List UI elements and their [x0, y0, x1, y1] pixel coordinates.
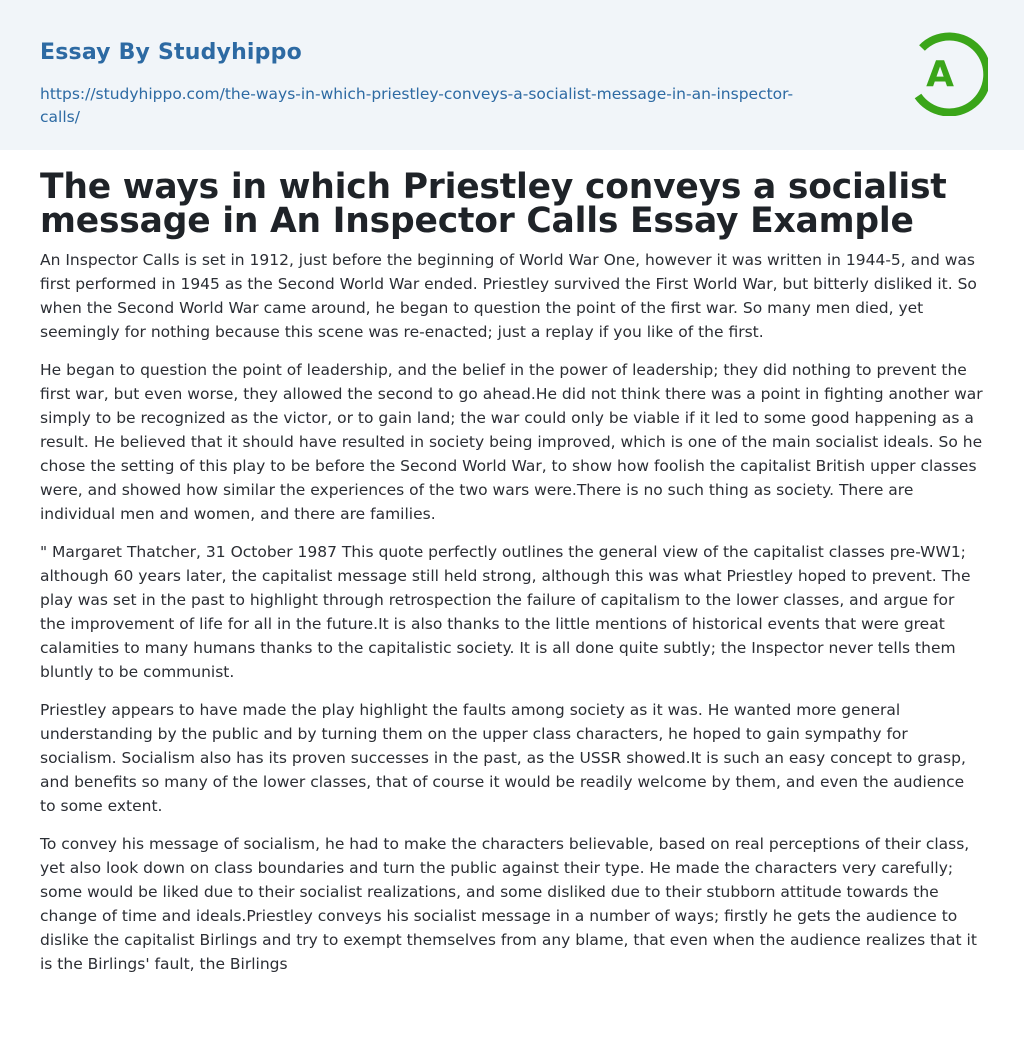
article-paragraph: To convey his message of socialism, he had to make the characters believable, based on real perceptions of their class, yet also look down on class boundaries and turn the public against their type. He made the characters very carefully; some would be liked due to their socialist realizations, and some disliked due to their stubborn attitude towards the change of time and ideals.Priestley conveys his socialist message in a number of ways; firstly he gets the audience to dislike the capitalist Birlings and try to exempt themselves from any blame, that even when the audience realizes that it is the Birlings' fault, the Birlings	[40, 835, 977, 973]
article-title: The ways in which Priestley conveys a socialist message in An Inspector Calls Essay Example	[40, 167, 947, 241]
site-header	[0, 0, 1024, 150]
article-paragraph: He began to question the point of leadership, and the belief in the power of leadership; they did nothing to prevent the first war, but even worse, they allowed the second to go ahead.He did not think there was a point in fighting another war simply to be recognized as the victor, or to gain land; the war could only be viable if it led to some good happening as a result. He believed that it should have resulted in society being improved, which is one of the main socialist ideals. So he chose the setting of this play to be before the Second World War, to show how foolish the capitalist British upper classes were, and showed how similar the experiences of the two wars were.There is no such thing as society. There are individual men and women, and there are families.	[40, 361, 983, 523]
site-brand-link[interactable]: Essay By Studyhippo	[40, 40, 302, 65]
logo-icon	[910, 28, 988, 116]
article-paragraph: An Inspector Calls is set in 1912, just before the beginning of World War One, however it was written in 1944-5, and was first performed in 1945 as the Second World War ended. Priestley survived the First World War, but bitterly disliked it. So when the Second World War came around, he began to question the point of the first war. So many men died, yet seemingly for nothing because this scene was re-enacted; just a replay if you like of the first.	[40, 251, 977, 341]
article-paragraph: Priestley appears to have made the play highlight the faults among society as it was. He wanted more general understanding by the public and by turning them on the upper class characters, he hoped to gain sympathy for socialism. Socialism also has its proven successes in the past, as the USSR showed.It is such an easy concept to grasp, and benefits so many of the lower classes, that of course it would be readily welcome by them, and even the audience to some extent.	[40, 701, 966, 815]
logo-letter: A	[926, 54, 954, 95]
article-main	[0, 150, 1024, 976]
article-paragraph: " Margaret Thatcher, 31 October 1987 This quote perfectly outlines the general view of the capitalist classes pre-WW1; although 60 years later, the capitalist message still held strong, although this was what Priestley hoped to prevent. The play was set in the past to highlight through retrospection the failure of capitalism to the lower classes, and argue for the improvement of life for all in the future.It is also thanks to the little mentions of historical events that were great calamities to many humans thanks to the capitalistic society. It is all done quite subtly; the Inspector never tells them bluntly to be communist.	[40, 543, 971, 681]
studyhippo-logo[interactable]	[910, 28, 988, 116]
source-url-link[interactable]: https://studyhippo.com/the-ways-in-which-priestley-conveys-a-socialist-message-in-an-inspector-calls/	[40, 85, 794, 126]
